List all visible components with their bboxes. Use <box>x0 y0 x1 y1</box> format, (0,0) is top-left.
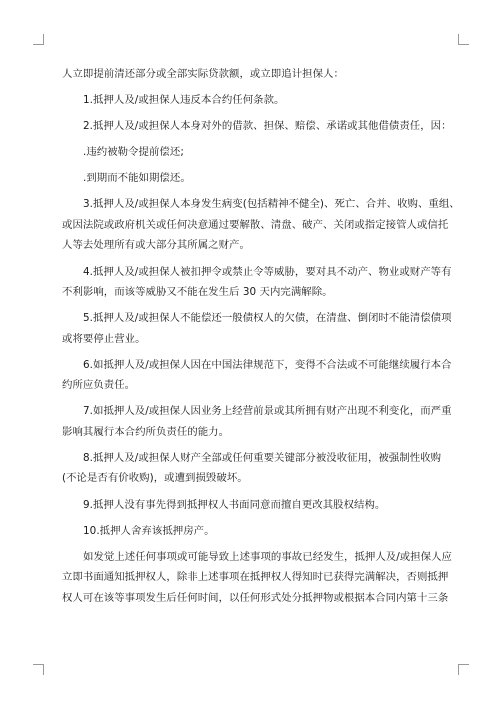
closing-paragraph: 如发觉上述任何事项或可能导致上述事项的事故已经发生，抵押人及/或担保人应 <box>83 550 452 563</box>
clause-10: 10.抵押人舍弃该抵押房产。 <box>83 524 215 537</box>
text-line: (不论是否有价收购)，或遭到损毁破坏。 <box>62 472 248 485</box>
clause-5: 5.抵押人及/或担保人不能偿还一般债权人的欠债，在清盘、倒闭时不能清偿债项 <box>83 312 452 325</box>
text-line: 影响其履行本合约所负责任的能力。 <box>62 425 230 438</box>
text-line: 人立即提前清还部分或全部实际贷款额，或立即追计担保人： <box>62 68 344 80</box>
text-line: 或因法院或政府机关或任何决意通过要解散、清盘、破产、关闭或指定接管人或信托 <box>62 218 449 231</box>
document-body <box>62 64 460 608</box>
crop-mark-bottom-left <box>33 664 44 675</box>
clause-3: 3.抵押人及/或担保人本身发生病变(包括精神不健全)、死亡、合并、收购、重组、 <box>83 198 460 211</box>
clause-1: 1.抵押人及/或担保人违反本合约任何条款。 <box>83 94 285 107</box>
crop-mark-top-left <box>33 34 44 45</box>
text-line: 约所应负责任。 <box>62 379 136 392</box>
clause-7: 7.如抵押人及/或担保人因业务上经营前景或其所拥有财产出现不利变化，而严重 <box>83 405 452 418</box>
clause-4: 4.抵押人及/或担保人被扣押令或禁止令等威胁，要对具不动产、物业或财产等有 <box>83 265 452 278</box>
clause-8: 8.抵押人及/或担保人财产全部或任何重要关键部分被没收征用，被强制性收购 <box>83 451 442 464</box>
text-line: 立即书面通知抵押权人，除非上述事项在抵押权人得知时已获得完满解决，否则抵押 <box>62 571 449 584</box>
text-line: 或将要停止营业。 <box>62 332 146 345</box>
text-line: 人等去处理所有或大部分其所属之财产。 <box>62 239 250 252</box>
crop-mark-top-right <box>458 34 469 45</box>
sub-item: .违约被勒令提前偿还; <box>83 146 184 159</box>
sub-item: .到期而不能如期偿还。 <box>83 172 191 185</box>
text-line: 权人可在该等事项发生后任何时间，以任何形式处分抵押物或根据本合同内第十三条 <box>62 591 449 604</box>
clause-2: 2.抵押人及/或担保人本身对外的借款、担保、赔偿、承诺或其他借债责任，因： <box>83 120 452 133</box>
text-line: 不利影响，而该等威胁又不能在发生后 30 天内完满解除。 <box>62 286 333 299</box>
clause-6: 6.如抵押人及/或担保人因在中国法律规范下，变得不合法或不可能继续履行本合 <box>83 358 452 371</box>
clause-9: 9.抵押人没有事先得到抵押权人书面同意而擅自更改其股权结构。 <box>83 498 386 511</box>
crop-mark-bottom-right <box>458 664 469 675</box>
